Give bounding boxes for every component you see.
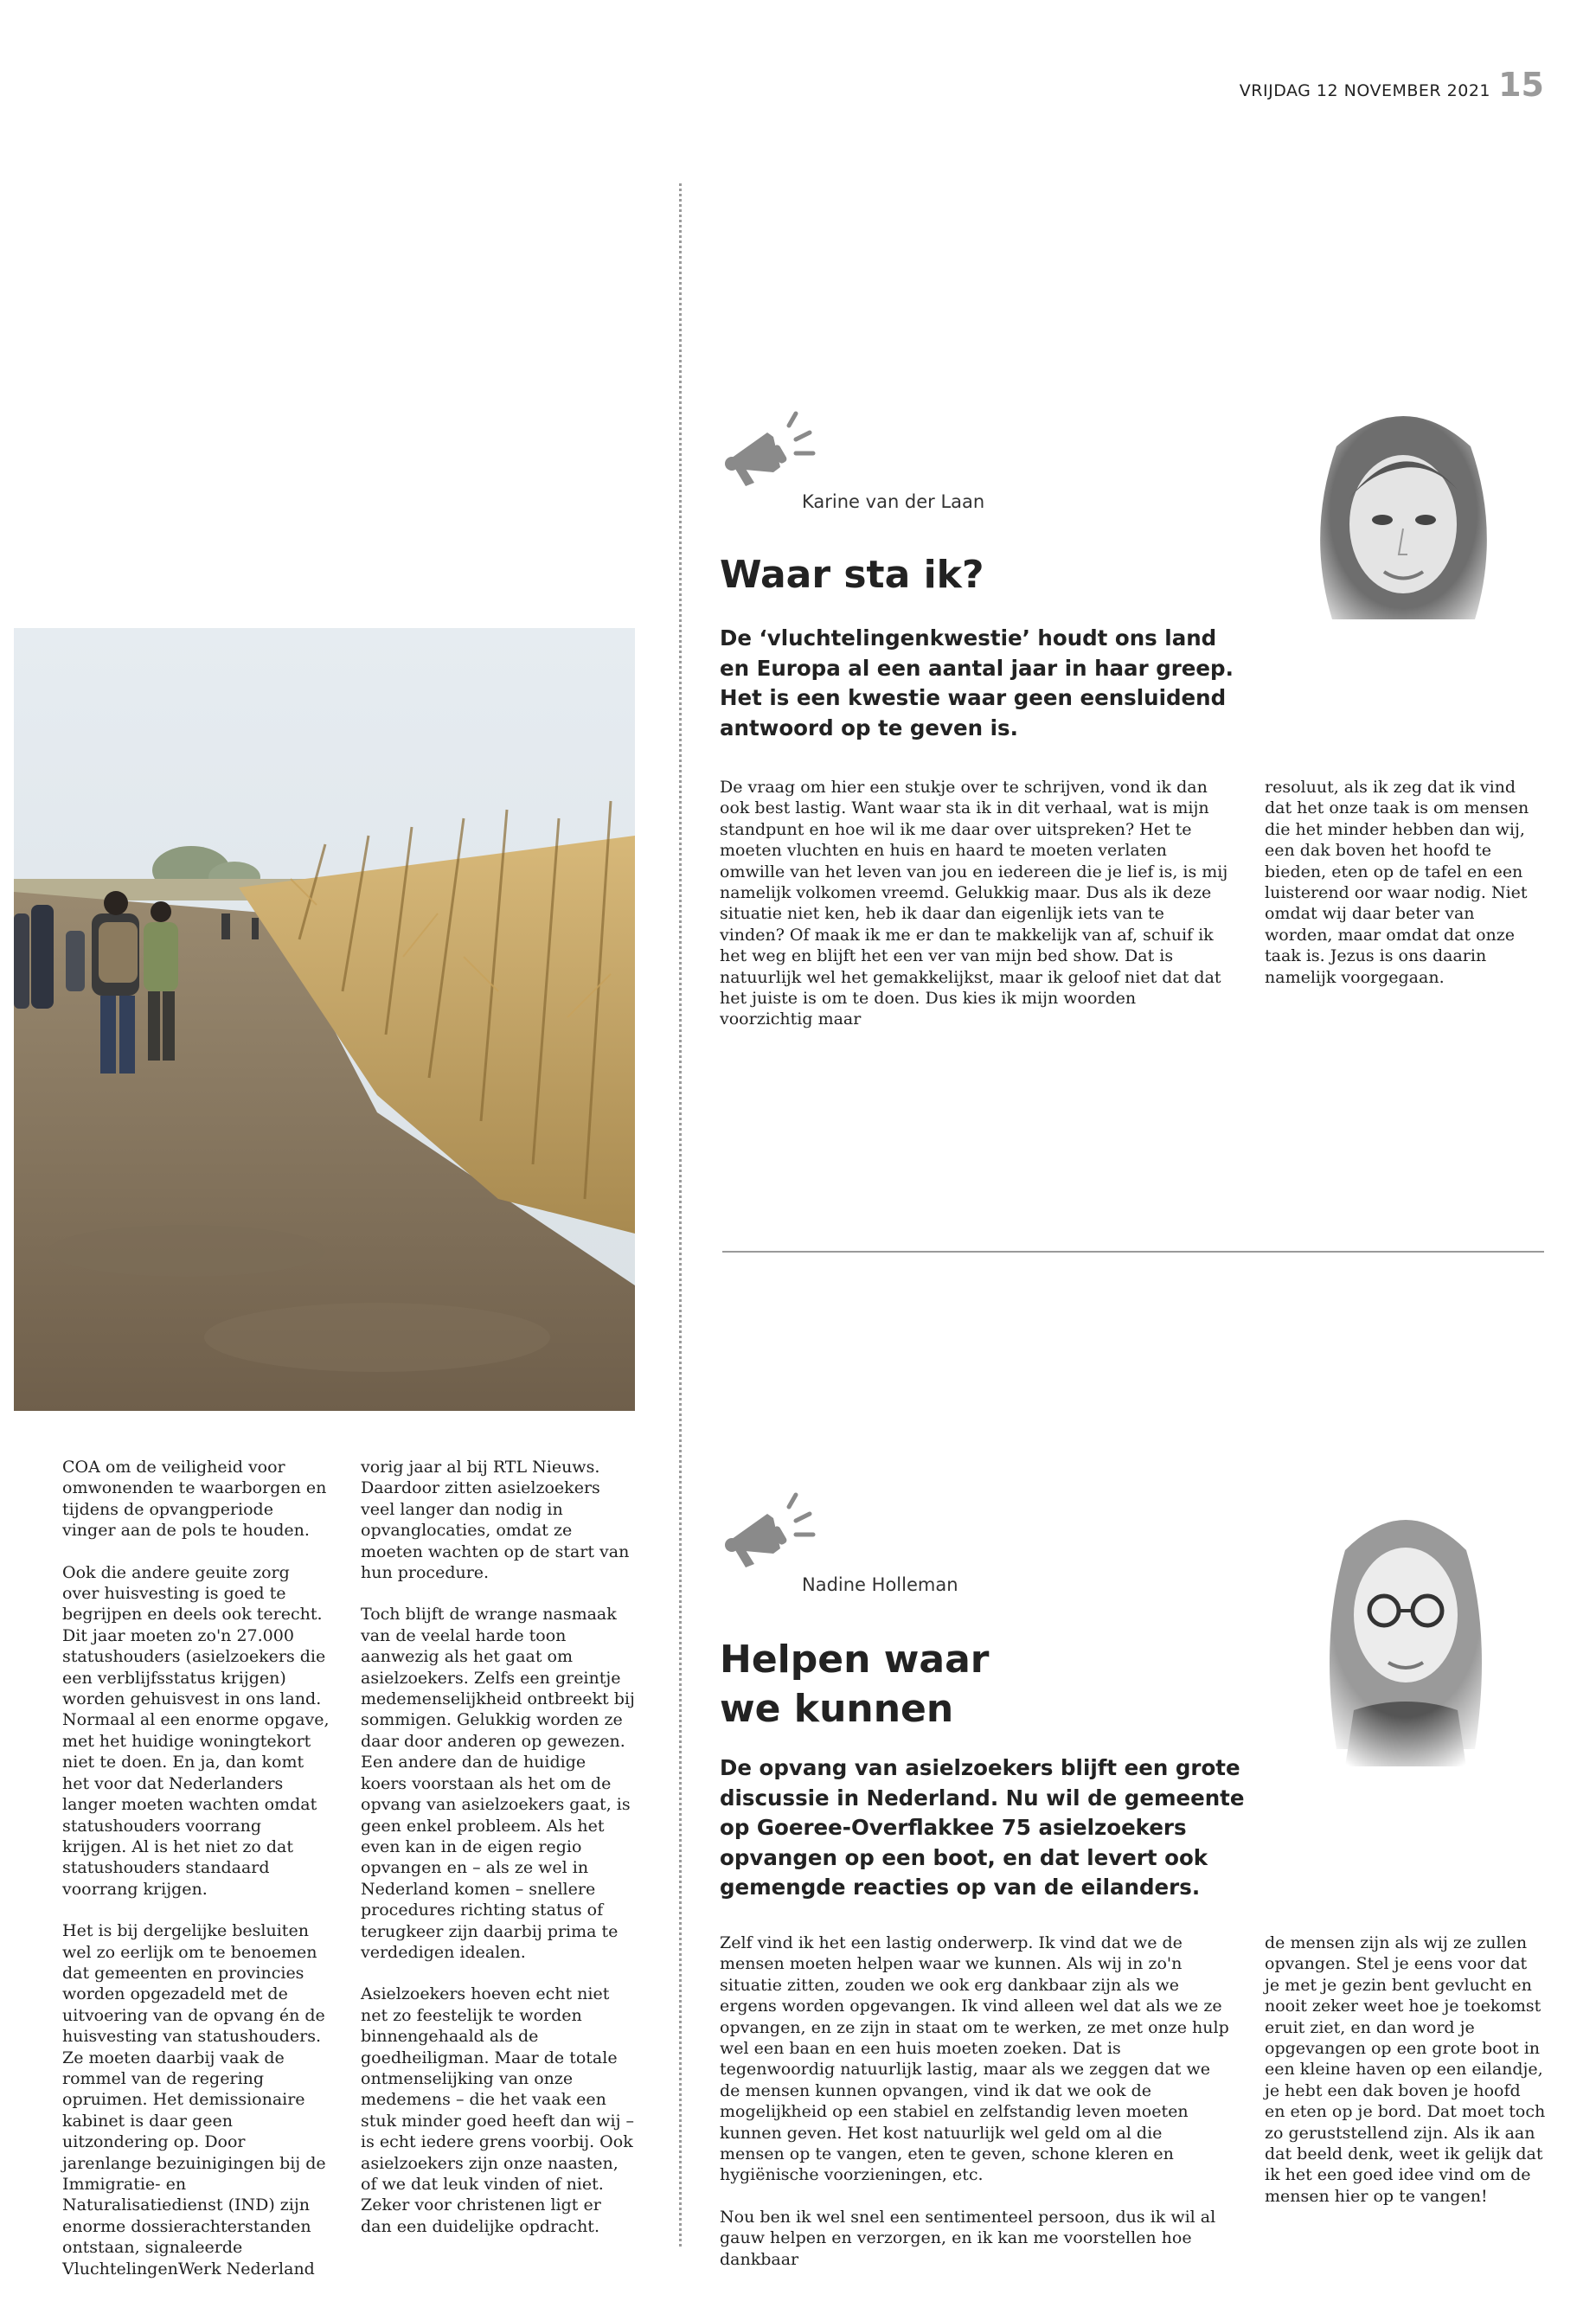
paragraph: Zelf vind ik het een lastig onderwerp. Ik vind dat we de mensen moeten helpen waar we kunnen. Als wij in zo'n situatie zitten, zouden we ook erg dankbaar zijn als we ergens worden opgevangen. Ik vind alleen wel dat als we ze opvangen, en ze zijn in staat om te werken, ze met onze hulp wel een baan en een huis moeten zoeken. Dat is tegenwoordig natuurlijk lastig, maar als we zeggen dat we de mensen kunnen opvangen, vind ik dat we ook de mogelijkheid op een stabiel en zelfstandig leven moeten kunnen geven. Het kost natuurlijk wel geld om al die mensen op te vangen, eten te geven, schone kleren en hygiënische voorzieningen, etc. bbox=[720, 1933, 1229, 2185]
paragraph: vorig jaar al bij RTL Nieuws. Daardoor zitten asielzoekers veel langer dan nodig in opvanglocaties, omdat ze moeten wachten op de start van hun procedure. bbox=[361, 1458, 630, 1583]
author-portrait bbox=[1306, 1490, 1505, 1766]
headline-line: Helpen waar bbox=[720, 1638, 990, 1682]
paragraph: de mensen zijn als wij ze zullen opvangen. Stel je eens voor dat je met je gezin bent gevlucht en nooit zeker weet hoe je toekomst eruit ziet, en dan word je opgevangen op een grote boot in een kleine haven op een eilandje, je hebt een dak boven je hoofd en eten op je bord. Dat moet toch zo geruststellend zijn. Als ik aan dat beeld denk, weet ik gelijk dat ik het een goed idee vind om de mensen hier op te vangen! bbox=[1265, 1933, 1546, 2206]
article2-column-1 bbox=[720, 1932, 1230, 2270]
author-name: Nadine Holleman bbox=[802, 1574, 958, 1595]
headline-line: we kunnen bbox=[720, 1687, 954, 1731]
article-divider bbox=[722, 1251, 1544, 1253]
left-column-1 bbox=[62, 1457, 330, 2279]
megaphone-icon bbox=[720, 407, 824, 502]
article-intro: De ‘vluchtelingenkwestie’ houdt ons land en Europa al een aantal jaar in haar greep. Het is een kwestie waar geen eensluidend antwoord op te geven is. bbox=[720, 625, 1234, 740]
paragraph: De vraag om hier een stukje over te schrijven, vond ik dan ook best lastig. Want waar sta ik in dit verhaal, wat is mijn standpunt en hoe wil ik me daar over uitspreken? Het te moeten vluchten en huis en haard te moeten verlaten omwille van het leven van jou en iedereen die je lief is, is mij namelijk volkomen vreemd. Gelukkig maar. Dus als ik deze situatie niet ken, heb ik daar dan eigenlijk iets van te vinden? Of maak ik me er dan te makkelijk van af, schuif ik het weg en blijft het een ver van mijn bed show. Dat is natuurlijk wel het gemakkelijkst, maar ik geloof niet dat dat het juiste is om te doen. Dus kies ik mijn woorden voorzichtig maar bbox=[720, 778, 1228, 1029]
left-column-2 bbox=[361, 1457, 636, 2237]
article1-column-2 bbox=[1265, 777, 1546, 988]
header-date: VRIJDAG 12 NOVEMBER 2021 bbox=[1239, 81, 1490, 100]
refugees-photo bbox=[14, 628, 635, 1411]
paragraph: Het is bij dergelijke besluiten wel zo eerlijk om te benoemen dat gemeenten en provincies worden opgezadeld met de uitvoering van de opvang én de huisvesting van statushouders. Ze moeten daarbij vaak de rommel van de regering opruimen. Het demissionaire kabinet is daar geen uitzondering op. Door jarenlange bezuinigingen bij de Immigratie- en Naturalisatiedienst (IND) zijn enorme dossierachterstanden ontstaan, signaleerde VluchtelingenWerk Nederland bbox=[62, 1921, 326, 2279]
paragraph: Nou ben ik wel snel een sentimenteel persoon, dus ik wil al gauw helpen en verzorgen, en ik kan me voorstellen hoe dankbaar bbox=[720, 2207, 1216, 2269]
author-portrait bbox=[1302, 394, 1505, 658]
paragraph: COA om de veiligheid voor omwonenden te waarborgen en tijdens de opvangperiode vinger aan de pols te houden. bbox=[62, 1458, 327, 1541]
paragraph: Toch blijft de wrange nasmaak van de veelal harde toon aanwezig als het gaat om asielzoekers. Zelfs een greintje medemenselijkheid ontbreekt bij sommigen. Gelukkig worden ze daar door anderen op gewezen. Een andere dan de huidige koers voorstaan als het om de opvang van asielzoekers gaat, is geen enkel probleem. Als het even kan in de eigen regio opvangen en – als ze wel in Nederland komen – snellere procedures richting status of terugkeer zijn daarbij prima te verdedigen idealen. bbox=[361, 1605, 635, 1962]
article-intro: De opvang van asielzoekers blijft een grote discussie in Nederland. Nu wil de gemeente op Goeree-Overflakkee 75 asielzoekers opvangen op een boot, en dat levert ook gemengde reacties op van de eilanders. bbox=[720, 1755, 1245, 1900]
column-divider bbox=[679, 183, 682, 2247]
article-headline: Waar sta ik? bbox=[720, 553, 984, 597]
paragraph: Ook die andere geuite zorg over huisvesting is goed te begrijpen en deels ook terecht. Dit jaar moeten zo'n 27.000 statushouders (asielzoekers die een verblijfsstatus krijgen) worden gehuisvest in ons land. Normaal al een enorme opgave, met het huidige woningtekort niet te doen. En ja, dan komt het voor dat Nederlanders langer moeten wachten omdat statushouders voorrang krijgen. Al is het niet zo dat statushouders standaard voorrang krijgen. bbox=[62, 1562, 330, 1899]
article-headline bbox=[720, 1635, 1239, 1734]
article1-column-1 bbox=[720, 777, 1230, 1030]
page-number: 15 bbox=[1498, 66, 1544, 104]
megaphone-icon bbox=[720, 1488, 824, 1583]
author-name: Karine van der Laan bbox=[802, 491, 985, 512]
paragraph: Asielzoekers hoeven echt niet net zo feestelijk te worden binnengehaald als de goedheiligman. Maar de totale ontmenselijking van onze medemens – die het vaak een stuk minder goed heeft dan wij – is echt iedere grens voorbij. Ook asielzoekers zijn onze naasten, of we dat leuk vinden of niet. Zeker voor christenen ligt er dan een duidelijke opdracht. bbox=[361, 1984, 635, 2236]
article2-column-2 bbox=[1265, 1932, 1546, 2207]
paragraph: resoluut, als ik zeg dat ik vind dat het onze taak is om mensen die het minder hebben dan wij, een dak boven het hoofd te bieden, eten op de tafel en een luisterend oor waar nodig. Niet omdat wij daar beter van worden, maar omdat dat onze taak is. Jezus is ons daarin namelijk voorgegaan. bbox=[1265, 778, 1529, 987]
